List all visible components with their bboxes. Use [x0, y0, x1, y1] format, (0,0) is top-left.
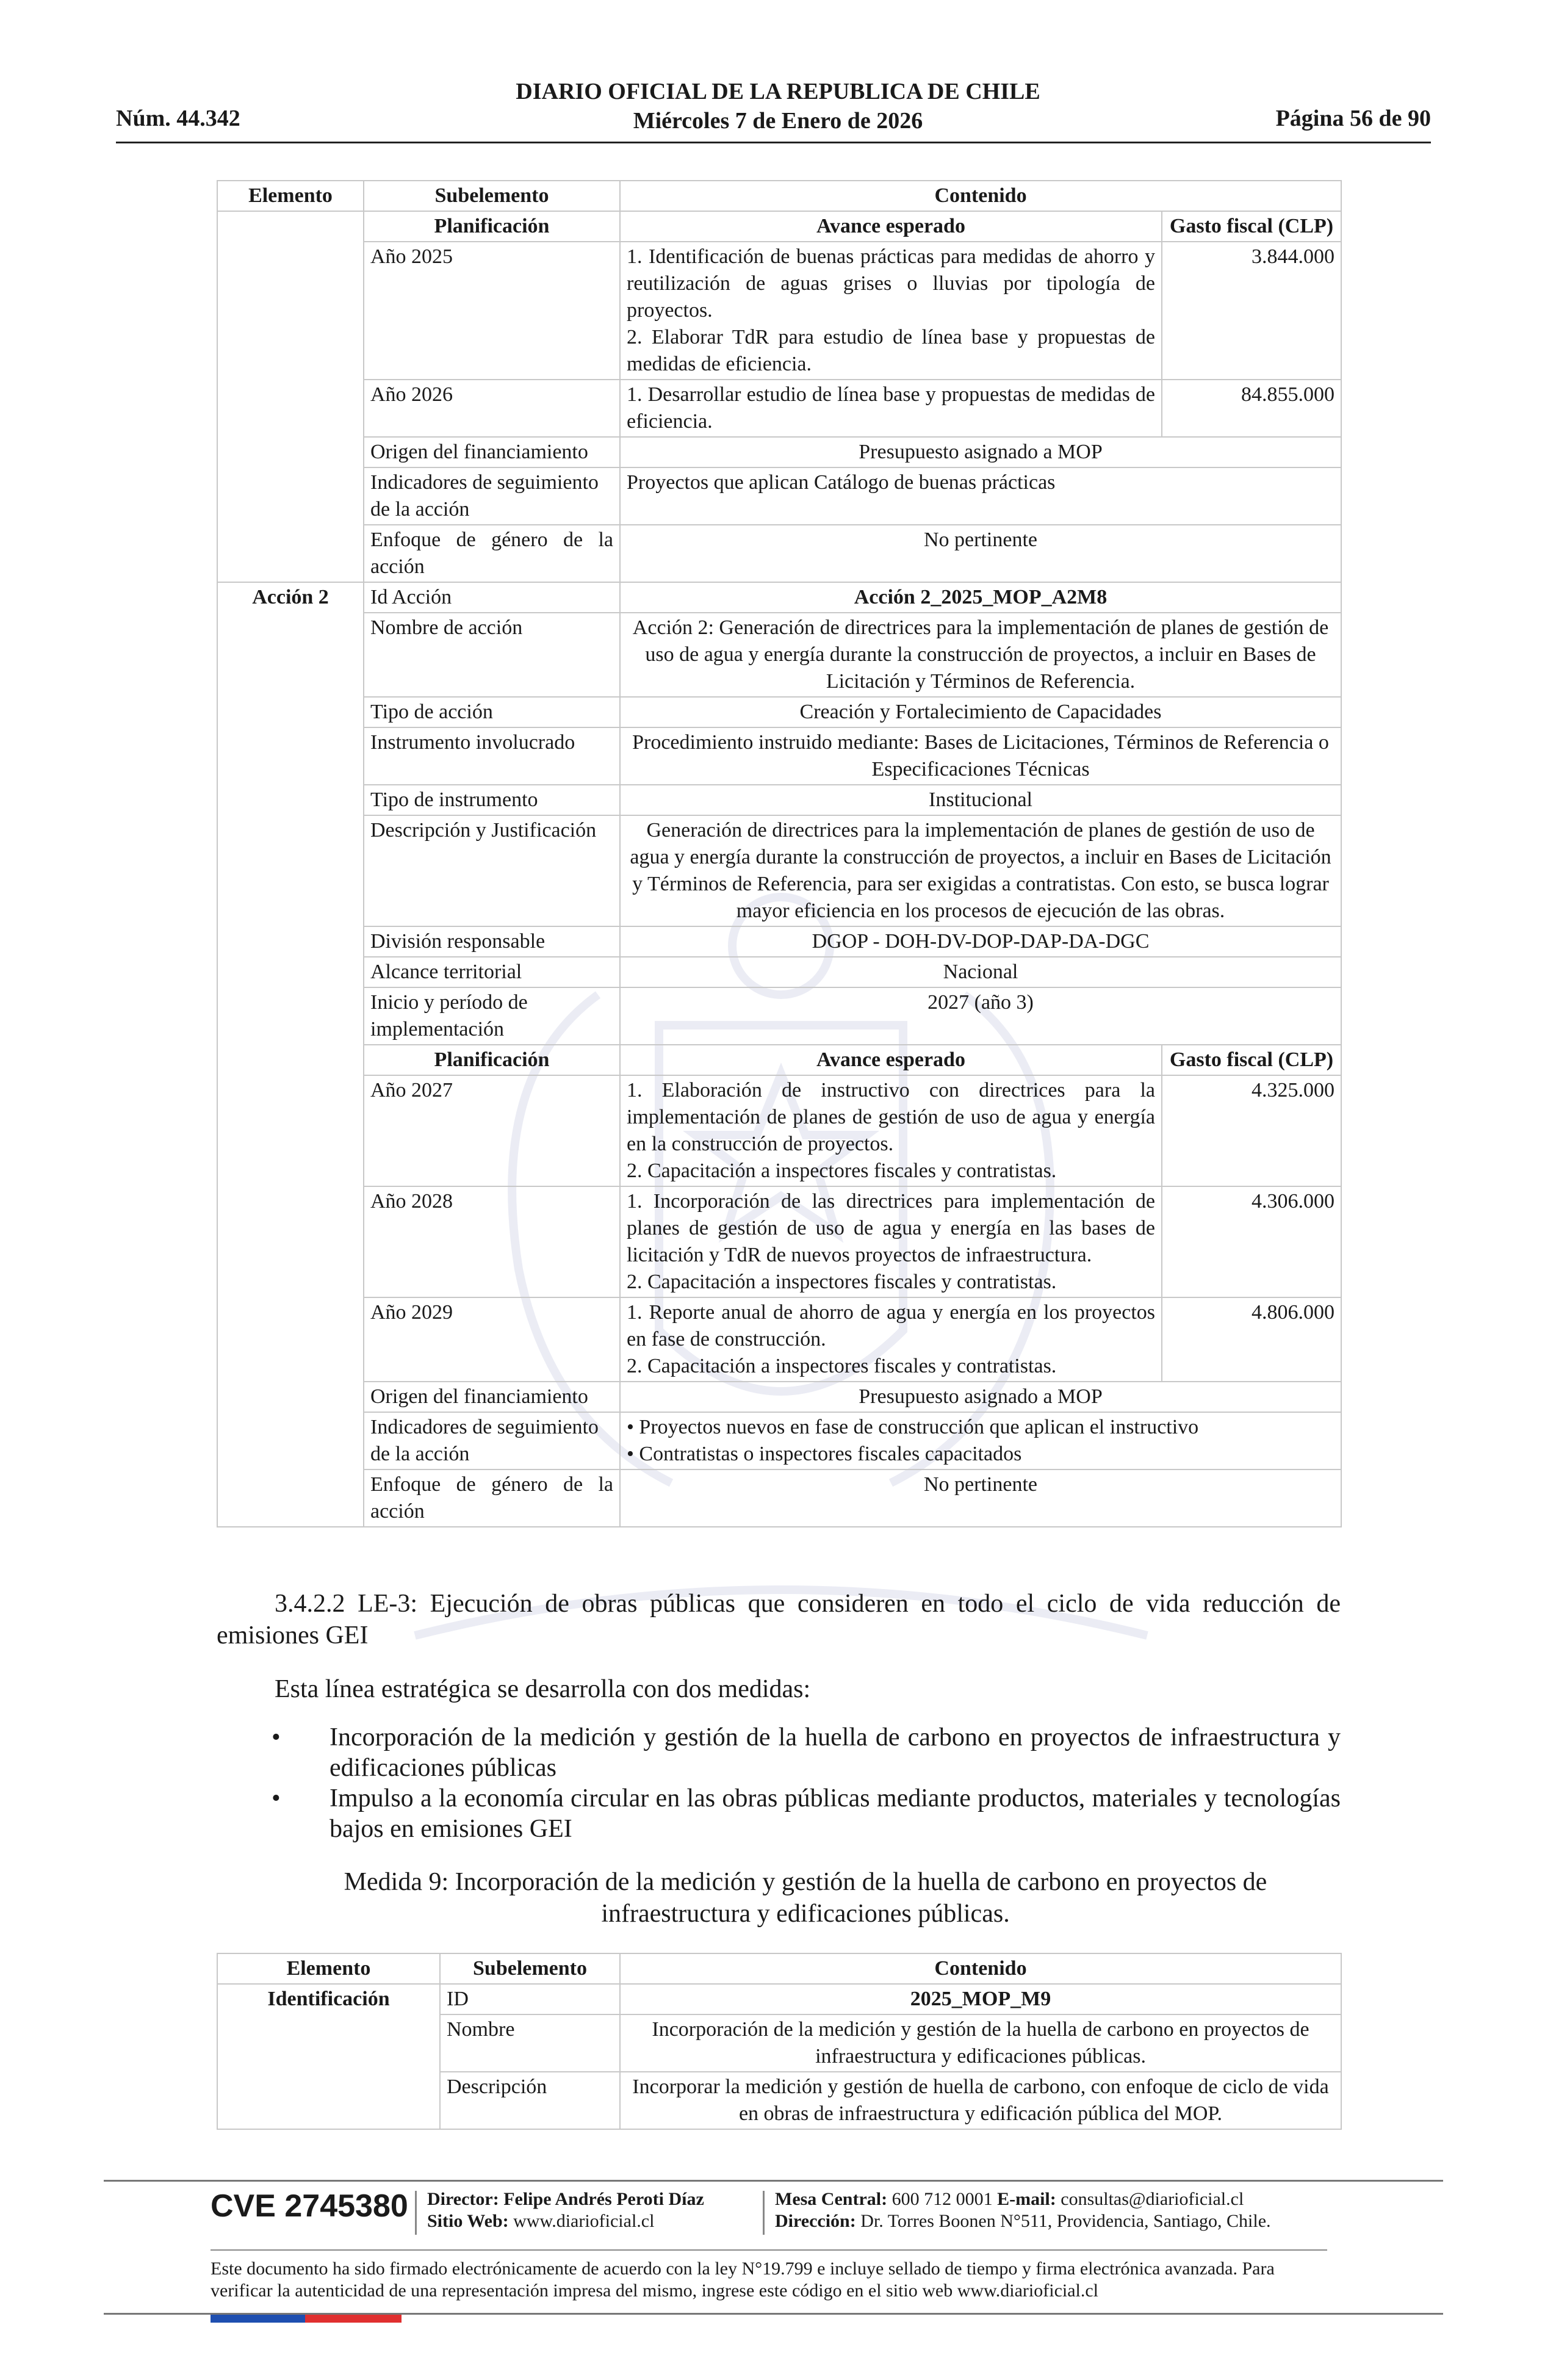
avance-label: Avance esperado — [620, 211, 1162, 242]
inicio-value: 2027 (año 3) — [620, 987, 1341, 1045]
origen-label: Origen del financiamiento — [364, 437, 620, 467]
year-cell: Año 2028 — [364, 1186, 620, 1297]
table-row — [217, 613, 1341, 697]
origen-label: Origen del financiamiento — [364, 1382, 620, 1412]
descripcion-value: Incorporar la medición y gestión de huella de carbono, con enfoque de ciclo de vida en obras de infraestructura y edificación pública del MOP. — [620, 2072, 1341, 2129]
identificacion-label: Identificación — [217, 1984, 440, 2129]
email-link[interactable]: consultas@diarioficial.cl — [1061, 2189, 1244, 2209]
direccion-value: Dr. Torres Boonen N°511, Providencia, Santiago, Chile. — [860, 2211, 1271, 2231]
inicio-label: Inicio y período de implementación — [364, 987, 620, 1045]
section-intro: Esta línea estratégica se desarrolla con dos medidas: — [275, 1675, 811, 1703]
footer-separator — [763, 2191, 765, 2235]
table-row — [217, 1382, 1341, 1412]
plan-label: Planificación — [364, 211, 620, 242]
descripcion-label: Descripción y Justificación — [364, 815, 620, 926]
col-header-subelemento: Subelemento — [364, 181, 620, 211]
col-header-subelemento: Subelemento — [440, 1953, 620, 1984]
amount-cell: 4.806.000 — [1162, 1297, 1341, 1382]
table-row — [217, 785, 1341, 815]
issue-number: Núm. 44.342 — [116, 106, 240, 131]
footer-separator — [415, 2191, 417, 2235]
website-link[interactable]: www.diarioficial.cl — [513, 2211, 655, 2231]
table-row — [217, 1297, 1341, 1382]
id-accion-label: Id Acción — [364, 582, 620, 613]
action-table — [217, 180, 1342, 1527]
director-label: Director: — [427, 2189, 499, 2209]
avance-cell: 1. Elaboración de instructivo con directrices para la implementación de planes de gestión de uso de agua y energía en la construcción de proyectos. 2. Capacitación a inspectores fiscales y contratistas. — [620, 1075, 1162, 1186]
flag-stripe-red — [305, 2315, 402, 2323]
table-row — [217, 1186, 1341, 1297]
avance-cell: 1. Identificación de buenas prácticas para medidas de ahorro y reutilización de aguas grises o lluvias por tipología de proyectos. 2. Elaborar TdR para estudio de línea base y propuestas de medidas de eficiencia. — [620, 242, 1162, 380]
footer-contact-block — [775, 2188, 1271, 2232]
masthead-title: DIARIO OFICIAL DE LA REPUBLICA DE CHILE — [516, 79, 1040, 104]
tipo-accion-value: Creación y Fortalecimiento de Capacidades — [620, 697, 1341, 727]
plan-label: Planificación — [364, 1045, 620, 1075]
alcance-label: Alcance territorial — [364, 957, 620, 987]
tipo-instrumento-value: Institucional — [620, 785, 1341, 815]
gasto-label: Gasto fiscal (CLP) — [1162, 211, 1341, 242]
bullet-dot-2: • — [272, 1784, 281, 1812]
footer-director-block — [427, 2188, 704, 2232]
indicadores-value: • Proyectos nuevos en fase de construcción que aplican el instructivo • Contratistas o inspectores fiscales capacitados — [620, 1412, 1341, 1469]
bullet-dot-1: • — [272, 1723, 281, 1751]
year-cell: Año 2027 — [364, 1075, 620, 1186]
genero-value: No pertinente — [620, 1469, 1341, 1527]
amount-cell: 84.855.000 — [1162, 380, 1341, 437]
table-row — [217, 582, 1341, 613]
nombre-accion-value: Acción 2: Generación de directrices para la implementación de planes de gestión de uso de agua y energía durante la construcción de proyectos, a incluir en Bases de Licitación y Términos de Referencia. — [620, 613, 1341, 697]
origen-value: Presupuesto asignado a MOP — [620, 437, 1341, 467]
indicadores-label: Indicadores de seguimiento de la acción — [364, 467, 620, 525]
id-label: ID — [440, 1984, 620, 2014]
instrumento-label: Instrumento involucrado — [364, 727, 620, 785]
list-item: Incorporación de la medición y gestión de la huella de carbono en proyectos de infraestructura y edificaciones públicas — [330, 1723, 1341, 1782]
tipo-instrumento-label: Tipo de instrumento — [364, 785, 620, 815]
avance-cell: 1. Reporte anual de ahorro de agua y energía en los proyectos en fase de construcción. 2. Capacitación a inspectores fiscales y contratistas. — [620, 1297, 1162, 1382]
col-header-contenido: Contenido — [620, 1953, 1341, 1984]
elemento-cell-accion1 — [217, 211, 364, 582]
table-row — [217, 380, 1341, 437]
direccion-label: Dirección: — [775, 2211, 856, 2231]
col-header-contenido: Contenido — [620, 181, 1341, 211]
avance-cell: 1. Desarrollar estudio de línea base y propuestas de medidas de eficiencia. — [620, 380, 1162, 437]
year-cell: Año 2025 — [364, 242, 620, 380]
genero-value: No pertinente — [620, 525, 1341, 582]
footer-divider-top — [104, 2180, 1443, 2182]
alcance-value: Nacional — [620, 957, 1341, 987]
division-label: División responsable — [364, 926, 620, 957]
footer-divider-mid — [211, 2249, 1327, 2251]
web-label: Sitio Web: — [427, 2211, 509, 2231]
flag-stripe-blue — [211, 2315, 305, 2323]
table-header-row — [217, 181, 1341, 211]
table-row — [217, 437, 1341, 467]
amount-cell: 4.306.000 — [1162, 1186, 1341, 1297]
tipo-accion-label: Tipo de acción — [364, 697, 620, 727]
table-row — [217, 242, 1341, 380]
page-number: Página 56 de 90 — [1275, 106, 1431, 131]
accion2-label: Acción 2 — [217, 582, 364, 1527]
nombre-accion-label: Nombre de acción — [364, 613, 620, 697]
amount-cell: 3.844.000 — [1162, 242, 1341, 380]
genero-label: Enfoque de género de la acción — [364, 525, 620, 582]
mesa-phone: 600 712 0001 — [891, 2189, 993, 2209]
table-row — [217, 727, 1341, 785]
table-row — [217, 987, 1341, 1045]
descripcion-value: Generación de directrices para la implementación de planes de gestión de uso de agua y energía durante la construcción de proyectos, a incluir en Bases de Licitación y Términos de Referencia, para ser exigidas a contratistas. Con esto, se busca lograr mayor eficiencia en los procesos de ejecución de las obras. — [620, 815, 1341, 926]
table-row — [217, 1075, 1341, 1186]
cve-code: CVE 2745380 — [211, 2188, 408, 2224]
col-header-elemento: Elemento — [217, 1953, 440, 1984]
division-value: DGOP - DOH-DV-DOP-DAP-DA-DGC — [620, 926, 1341, 957]
table-row — [217, 467, 1341, 525]
year-cell: Año 2026 — [364, 380, 620, 437]
nombre-label: Nombre — [440, 2014, 620, 2072]
header-divider — [116, 142, 1431, 143]
medida-title-line1 — [275, 1866, 1336, 1930]
table-row — [217, 815, 1341, 926]
mesa-label: Mesa Central: — [775, 2189, 888, 2209]
table-row — [217, 1469, 1341, 1527]
nombre-value: Incorporación de la medición y gestión de la huella de carbono en proyectos de infraestructura y edificaciones públicas. — [620, 2014, 1341, 2072]
signature-note: Este documento ha sido firmado electrónicamente de acuerdo con la ley N°19.799 e incluye sellado de tiempo y firma electrónica avanzada. Para verificar la autenticidad de una representación impresa del mismo, ingrese este código en el sitio web www.diarioficial.cl — [211, 2259, 1275, 2301]
avance-label: Avance esperado — [620, 1045, 1162, 1075]
table-row — [217, 1984, 1341, 2014]
list-item: Impulso a la economía circular en las obras públicas mediante productos, materiales y tecnologías bajos en emisiones GEI — [330, 1784, 1341, 1843]
instrumento-value: Procedimiento instruido mediante: Bases de Licitaciones, Términos de Referencia o Especificaciones Técnicas — [620, 727, 1341, 785]
medida-title: Medida 9: Incorporación de la medición y gestión de la huella de carbono en proyectos de infraestructura y edificaciones públicas. — [344, 1868, 1267, 1928]
id-value: 2025_MOP_M9 — [620, 1984, 1341, 2014]
amount-cell: 4.325.000 — [1162, 1075, 1341, 1186]
indicadores-value: Proyectos que aplican Catálogo de buenas prácticas — [620, 467, 1341, 525]
table-row — [217, 697, 1341, 727]
col-header-elemento: Elemento — [217, 181, 364, 211]
origen-value: Presupuesto asignado a MOP — [620, 1382, 1341, 1412]
table-row — [217, 926, 1341, 957]
gasto-label: Gasto fiscal (CLP) — [1162, 1045, 1341, 1075]
year-cell: Año 2029 — [364, 1297, 620, 1382]
masthead-date: Miércoles 7 de Enero de 2026 — [633, 108, 923, 134]
descripcion-label: Descripción — [440, 2072, 620, 2129]
plan-header-row — [217, 211, 1341, 242]
id-accion-value: Acción 2_2025_MOP_A2M8 — [620, 582, 1341, 613]
indicadores-label: Indicadores de seguimiento de la acción — [364, 1412, 620, 1469]
medida-table — [217, 1953, 1342, 2130]
table-header-row — [217, 1953, 1341, 1984]
genero-label: Enfoque de género de la acción — [364, 1469, 620, 1527]
email-label: E-mail: — [997, 2189, 1056, 2209]
section-heading: 3.4.2.2 LE-3: Ejecución de obras públicas que consideren en todo el ciclo de vida reducción de emisiones GEI — [217, 1590, 1341, 1650]
avance-cell: 1. Incorporación de las directrices para implementación de planes de gestión de uso de agua y energía en las bases de licitación y TdR de nuevos proyectos de infraestructura. 2. Capacitación a inspectores fiscales y contratistas. — [620, 1186, 1162, 1297]
director-name: Felipe Andrés Peroti Díaz — [503, 2189, 704, 2209]
plan-header-row — [217, 1045, 1341, 1075]
table-row — [217, 1412, 1341, 1469]
table-row — [217, 957, 1341, 987]
table-row — [217, 525, 1341, 582]
